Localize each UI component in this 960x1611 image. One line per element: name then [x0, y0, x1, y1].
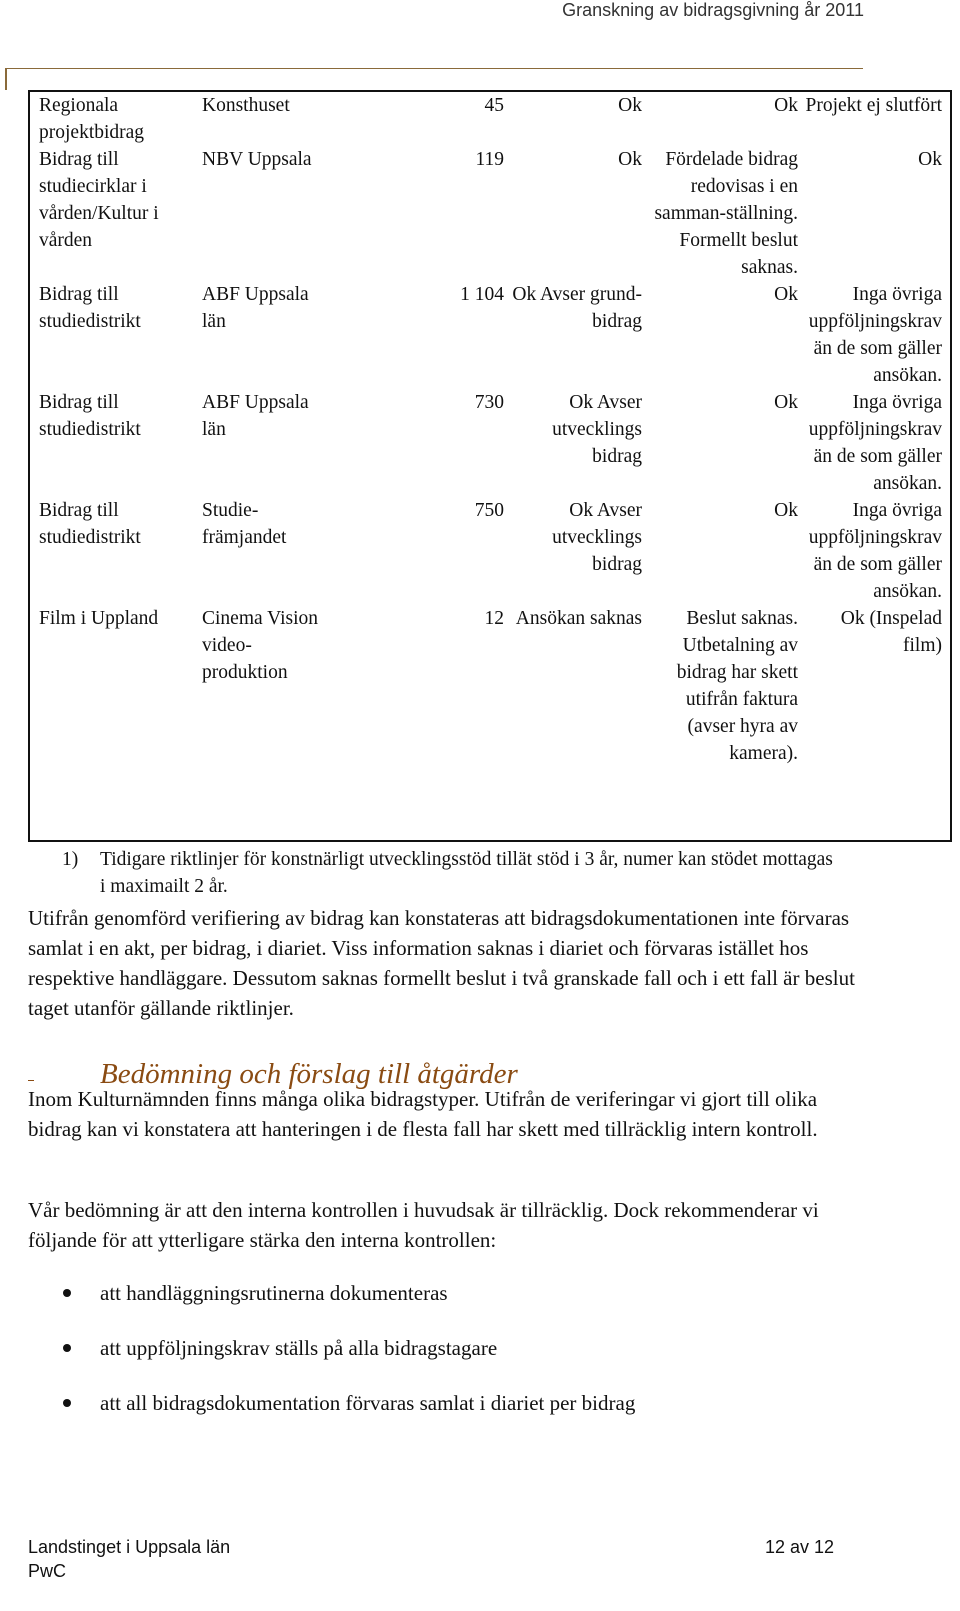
cell-status-2: Ok — [774, 95, 798, 116]
list-item — [60, 1278, 635, 1333]
cell-status-1: Ok Avser grund-bidrag — [512, 284, 642, 332]
verification-paragraph: Utifrån genomförd verifiering av bidrag kan konstateras att bidragsdokumentationen inte förvaras samlat i en akt, per bidrag, i diariet. Viss information saknas i diariet och förvaras istället hos respektive handläggare. Dessutom saknas formellt beslut i två granskade fall och i ett fall är beslut taget utanför gällande riktlinjer. — [28, 906, 855, 1020]
cell-grant-type: Bidrag till studiedistrikt — [39, 392, 141, 440]
recommendation-paragraph: Vår bedömning är att den interna kontrollen i huvudsak är tillräcklig. Dock rekommenderar vi följande för att ytterligare stärka den interna kontrollen: — [28, 1198, 819, 1252]
list-item — [60, 1333, 635, 1388]
cell-amount: 119 — [475, 149, 504, 170]
bullet-icon — [63, 1289, 71, 1297]
cell-grant-type: Bidrag till studiedistrikt — [39, 500, 141, 548]
section-heading: Bedömning och förslag till åtgärder — [100, 1058, 518, 1090]
footer-organization: Landstinget i Uppsala län — [28, 1537, 231, 1557]
grants-table — [30, 92, 950, 767]
cell-recipient: Konsthuset — [202, 95, 290, 116]
cell-recipient: ABF Uppsala län — [202, 392, 309, 440]
cell-status-1: Ok — [618, 149, 642, 170]
cell-recipient: Studie-främjandet — [202, 500, 287, 548]
header-corner-mark — [5, 68, 7, 90]
list-item-text: att all bidragsdokumentation förvaras samlat i diariet per bidrag — [100, 1391, 636, 1415]
cell-amount: 730 — [474, 392, 504, 413]
page-footer-left — [28, 1535, 230, 1583]
cell-amount: 1 104 — [460, 284, 504, 305]
cell-grant-type: Regionala projektbidrag — [39, 95, 145, 143]
cell-status-3: Projekt ej slutfört — [805, 95, 942, 116]
cell-amount: 45 — [484, 95, 504, 116]
grants-table-frame — [28, 90, 952, 842]
cell-grant-type: Film i Uppland — [39, 608, 159, 629]
page-header-title: Granskning av bidragsgivning år 2011 — [562, 0, 864, 20]
cell-recipient: NBV Uppsala — [202, 149, 312, 170]
bullet-icon — [63, 1399, 71, 1407]
list-item — [60, 1388, 635, 1443]
table-footnote — [62, 846, 842, 900]
table-row — [30, 389, 950, 497]
list-item-text: att uppföljningskrav ställs på alla bidragstagare — [100, 1336, 498, 1360]
cell-amount: 750 — [474, 500, 504, 521]
cell-status-2: Ok — [774, 500, 798, 521]
list-item-text: att handläggningsrutinerna dokumenteras — [100, 1281, 448, 1305]
cell-status-1: Ansökan saknas — [515, 608, 642, 629]
footer-company: PwC — [28, 1561, 67, 1581]
table-row — [30, 497, 950, 605]
cell-amount: 12 — [484, 608, 504, 629]
cell-grant-type: Bidrag till studiecirklar i vården/Kultur i vården — [39, 149, 159, 251]
cell-status-3: Inga övriga uppföljningskrav än de som gäller ansökan. — [808, 392, 942, 494]
recommendation-list — [60, 1278, 635, 1443]
cell-status-1: Ok Avser utvecklings bidrag — [552, 500, 642, 575]
table-row — [30, 605, 950, 767]
page-number: 12 av 12 — [765, 1537, 835, 1557]
cell-status-2: Beslut saknas. Utbetalning av bidrag har skett utifrån faktura (avser hyra av kamera). — [676, 608, 798, 764]
cell-recipient: ABF Uppsala län — [202, 284, 309, 332]
footnote-text: Tidigare riktlinjer för konstnärligt utvecklingsstöd tillät stöd i 3 år, numer kan stödet mottagas i maximailt 2 år. — [100, 849, 833, 897]
table-row — [30, 146, 950, 281]
cell-grant-type: Bidrag till studiedistrikt — [39, 284, 141, 332]
assessment-paragraph: Inom Kulturnämnden finns många olika bidragstyper. Utifrån de veriferingar vi gjort till olika bidrag kan vi konstatera att hanteringen i de flesta fall har skett med tillräcklig intern kontroll. — [28, 1087, 818, 1141]
header-divider — [5, 68, 863, 69]
cell-status-2: Ok — [774, 392, 798, 413]
cell-recipient: Cinema Vision video-produktion — [202, 608, 319, 683]
cell-status-3: Ok — [918, 149, 942, 170]
cell-status-3: Inga övriga uppföljningskrav än de som gäller ansökan. — [808, 284, 942, 386]
cell-status-2: Fördelade bidrag redovisas i en samman-ställning. Formellt beslut saknas. — [654, 149, 798, 278]
footnote-number: 1) — [62, 849, 79, 870]
cell-status-2: Ok — [774, 284, 798, 305]
cell-status-1: Ok — [618, 95, 642, 116]
cell-status-3: Inga övriga uppföljningskrav än de som gäller ansökan. — [808, 500, 942, 602]
table-row — [30, 92, 950, 146]
heading-marker — [28, 1080, 34, 1081]
bullet-icon — [63, 1344, 71, 1352]
table-row — [30, 281, 950, 389]
cell-status-1: Ok Avser utvecklings bidrag — [552, 392, 642, 467]
cell-status-3: Ok (Inspelad film) — [840, 608, 942, 656]
